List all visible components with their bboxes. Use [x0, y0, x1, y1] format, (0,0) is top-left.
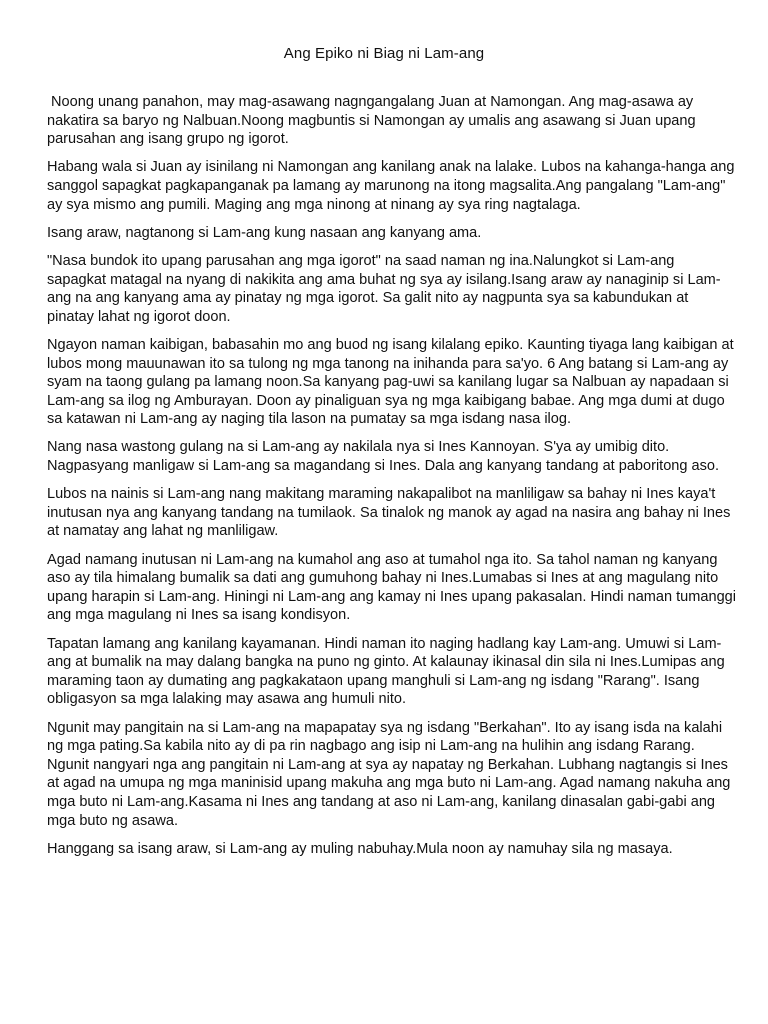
paragraph: "Nasa bundok ito upang parusahan ang mga igorot" na saad naman ng ina.Nalungkot si Lam-ang sapagkat matagal na nyang di nakikita ang ama buhat ng sya ay isilang.Isang araw ay nanaginip si Lam-ang na ang kanyang ama ay pinatay ng mga igorot. Sa galit nito ay nagpunta sya sa kabundukan at pinatay lahat ng igorot doon.: [47, 252, 721, 325]
paragraph: Isang araw, nagtanong si Lam-ang kung nasaan ang kanyang ama.: [47, 224, 482, 241]
paragraph: Tapatan lamang ang kanilang kayamanan. Hindi naman ito naging hadlang kay Lam-ang. Umuwi si Lam-ang at bumalik na may dalang bangka na puno ng ginto. At kalaunay ikinasal din sila ni Ines.Lumipas ang maraming taon ay dumating ang pagkakataon upang manghuli si Lam-ang ng isdang "Rarang". Isang obligasyon sa mga lalaking may asawa ang humuli nito.: [47, 635, 725, 708]
paragraph: Ngunit may pangitain na si Lam-ang na mapapatay sya ng isdang "Berkahan". Ito ay isang isda na kalahi ng mga pating.Sa kabila nito ay di pa rin nagbago ang isip ni Lam-ang na hulihin ang isdang Rarang. Ngunit nangyari nga ang pangitain ni Lam-ang at sya ay napatay ng Berkahan. Lubhang nagtangis si Ines at agad na umupa ng mga maninisid upang makuha ang mga buto ni Lam-ang. Agad namang nakuha ang mga buto ni Lam-ang.Kasama ni Ines ang tandang at aso ni Lam-ang, kanilang dinasalan gabi-gabi ang mga buto ng asawa.: [47, 719, 731, 829]
paragraph: Agad namang inutusan ni Lam-ang na kumahol ang aso at tumahol nga ito. Sa tahol naman ng kanyang aso ay tila himalang bumalik sa dati ang gumuhong bahay ni Ines.Lumabas si Ines at ang magulang nito upang harapin si Lam-ang. Hiningi ni Lam-ang ang kamay ni Ines upang pakasalan. Hindi naman tumanggi ang mga magulang ni Ines sa isang kondisyon.: [47, 551, 736, 624]
paragraph: Ngayon naman kaibigan, babasahin mo ang buod ng isang kilalang epiko. Kaunting tiyaga lang kaibigan at lubos mong mauunawan ito sa tulong ng mga tanong na inihanda para sa'yo. 6 Ang batang si Lam-ang ay syam na taong gulang pa lamang noon.Sa kanyang pag-uwi sa kanilang lugar sa Nalbuan ay napadaan si Lam-ang sa ilog ng Amburayan. Doon ay pinaliguan sya ng mga kaibigang babae. Ang mga dumi at dugo sa katawan ni Lam-ang ay naging tila lason na pumatay sa mga isdang nasa ilog.: [47, 336, 734, 428]
paragraph: Noong unang panahon, may mag-asawang nagngangalang Juan at Namongan. Ang mag-asawa ay nakatira sa baryo ng Nalbuan.Noong magbuntis si Namongan ay umalis ang asawang si Juan upang parusahan ang isang grupo ng igorot.: [47, 94, 700, 148]
paragraph: Nang nasa wastong gulang na si Lam-ang ay nakilala nya si Ines Kannoyan. S'ya ay umibig dito. Nagpasyang manligaw si Lam-ang sa magandang si Ines. Dala ang kanyang tandang at paboritong aso.: [47, 439, 720, 475]
paragraph: Habang wala si Juan ay isinilang ni Namongan ang kanilang anak na lalake. Lubos na kahanga-hanga ang sanggol sapagkat pagkapanganak pa lamang ay marunong na itong magsalita.Ang pangalang "Lam-ang" ay sya mismo ang pumili. Maging ang mga ninong at ninang ay sya ring nagtalaga.: [47, 159, 735, 213]
document-title: Ang Epiko ni Biag ni Lam-ang: [283, 45, 485, 62]
paragraph: Hanggang sa isang araw, si Lam-ang ay muling nabuhay.Mula noon ay namuhay sila ng masaya.: [47, 840, 673, 857]
document-body: [47, 93, 737, 868]
paragraph: Lubos na nainis si Lam-ang nang makitang maraming nakapalibot na manliligaw sa bahay ni Ines kaya't inutusan nya ang kanyang tandang na tumilaok. Sa tinalok ng manok ay agad na nasira ang bahay ni Ines at namatay ang lahat ng manliligaw.: [47, 486, 731, 540]
